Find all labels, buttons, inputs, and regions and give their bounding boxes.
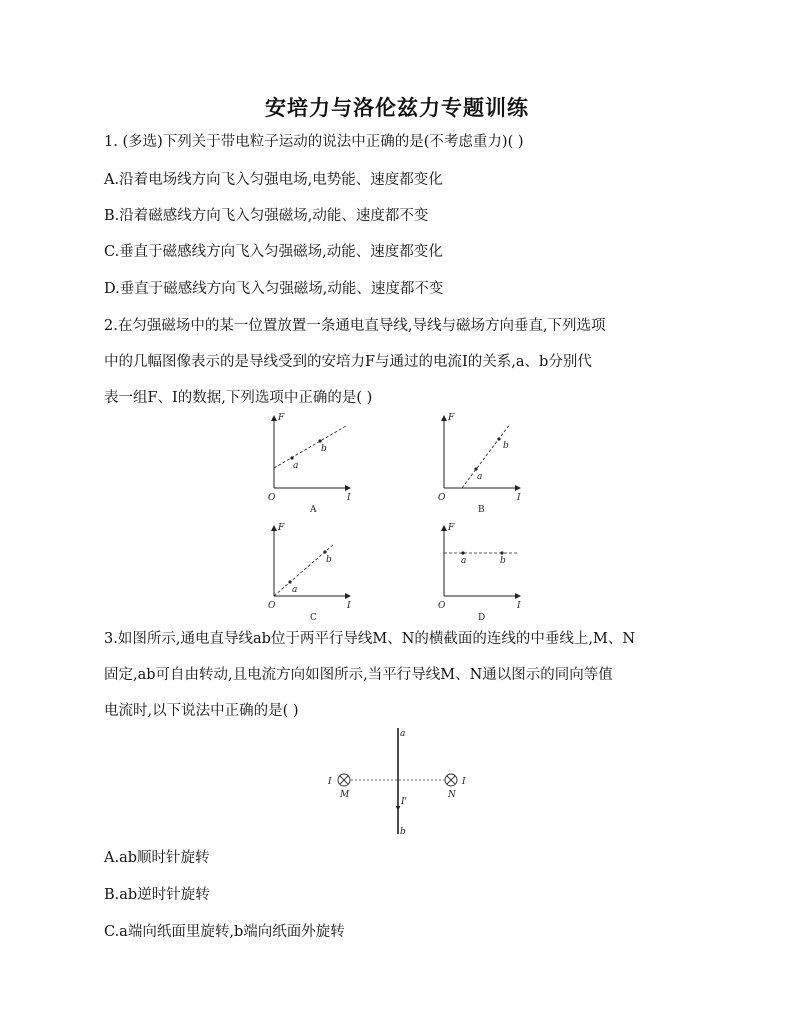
point-b-label: b <box>500 556 506 566</box>
wire-n-cross-icon <box>445 774 457 786</box>
origin-label: O <box>438 493 446 503</box>
origin-label: O <box>268 493 276 503</box>
left-current-label: I <box>328 777 332 787</box>
q1-option-c: C.垂直于磁感线方向飞入匀强磁场,动能、速度都变化 <box>104 244 443 260</box>
point-b-label: b <box>503 441 509 451</box>
q1-option-d: D.垂直于磁感线方向飞入匀强磁场,动能、速度都不变 <box>104 281 444 297</box>
origin-label: O <box>438 601 446 611</box>
right-wire-name: N <box>448 790 456 800</box>
y-axis-label: F <box>278 413 285 423</box>
caption-b: B <box>478 505 485 515</box>
point-a-label: a <box>477 472 483 482</box>
q2-stem-line-2: 中的几幅图像表示的是导线受到的安培力F与通过的电流I的关系,a、b分别代 <box>104 354 592 370</box>
wire-bottom-label: b <box>400 827 406 837</box>
q1-option-b: B.沿着磁感线方向飞入匀强磁场,动能、速度都不变 <box>104 208 429 224</box>
y-axis-label: F <box>448 413 455 423</box>
y-axis-label: F <box>448 523 455 533</box>
q3-stem-line-3: 电流时,以下说法中正确的是( ) <box>104 703 299 719</box>
point-b-label: b <box>321 444 327 454</box>
left-wire-name: M <box>340 790 350 800</box>
wire-top-label: a <box>400 729 406 739</box>
q3-stem-line-1: 3.如图所示,通电直导线ab位于两平行导线M、N的横截面的连线的中垂线上,M、N <box>104 631 636 647</box>
q3-option-b: B.ab逆时针旋转 <box>104 887 210 903</box>
point-a-label: a <box>293 461 299 471</box>
graph-c <box>262 522 362 628</box>
x-axis-label: I <box>347 601 351 611</box>
graph-a <box>262 410 362 516</box>
point-a-label: a <box>461 556 467 566</box>
point-b-label: b <box>326 555 332 565</box>
q3-option-a: A.ab顺时针旋转 <box>104 850 210 866</box>
right-current-label: I <box>462 777 466 787</box>
q1-option-a: A.沿着电场线方向飞入匀强电场,电势能、速度都变化 <box>104 172 443 188</box>
wire-figure <box>320 726 480 838</box>
q3-stem-line-2: 固定,ab可自由转动,且电流方向如图所示,当平行导线M、N通以图示的同向等值 <box>104 667 613 683</box>
caption-c: C <box>310 613 317 623</box>
wire-current-label: I' <box>401 797 408 807</box>
graph-d <box>432 522 532 628</box>
caption-d: D <box>478 613 486 623</box>
page-title: 安培力与洛伦兹力专题训练 <box>265 95 529 120</box>
x-axis-label: I <box>517 493 521 503</box>
x-axis-label: I <box>347 493 351 503</box>
q2-stem-line-3: 表一组F、I的数据,下列选项中正确的是( ) <box>104 390 373 406</box>
q3-option-c: C.a端向纸面里旋转,b端向纸面外旋转 <box>104 924 345 940</box>
origin-label: O <box>268 601 276 611</box>
caption-a: A <box>310 505 317 515</box>
y-axis-label: F <box>278 523 285 533</box>
point-a-label: a <box>292 585 298 595</box>
q2-stem-line-1: 2.在匀强磁场中的某一位置放置一条通电直导线,导线与磁场方向垂直,下列选项 <box>104 318 606 334</box>
q1-stem: 1. (多选)下列关于带电粒子运动的说法中正确的是(不考虑重力)( ) <box>104 134 524 150</box>
x-axis-label: I <box>517 601 521 611</box>
wire-m-cross-icon <box>338 774 350 786</box>
graph-b <box>432 410 532 516</box>
